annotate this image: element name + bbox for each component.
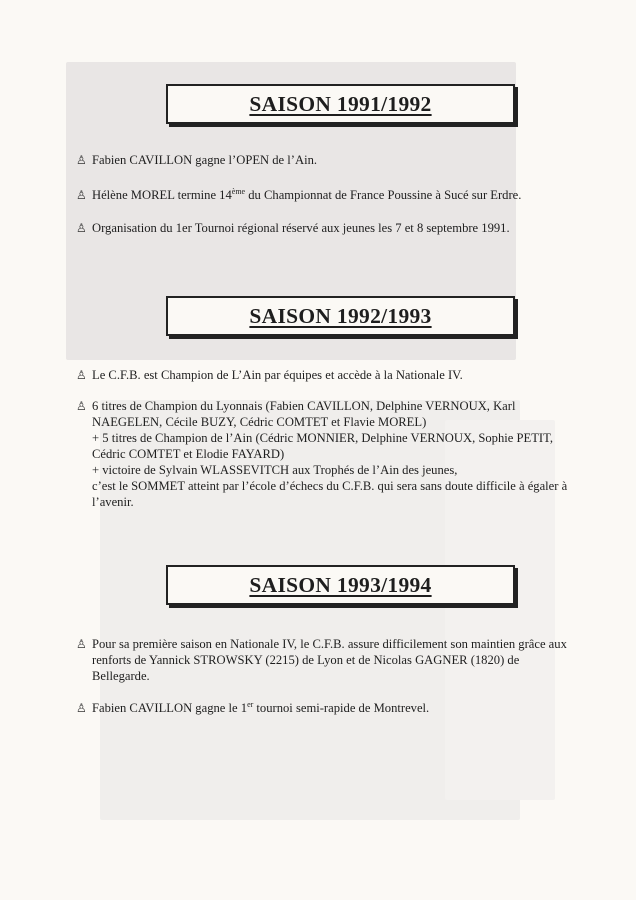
item-text-before: Hélène MOREL termine 14 <box>92 188 232 202</box>
season-item <box>76 152 606 168</box>
pawn-bullet-icon: ♙ <box>76 637 87 651</box>
pawn-bullet-icon: ♙ <box>76 221 87 235</box>
season-title: SAISON 1991/1992 <box>249 91 432 116</box>
season-heading-box <box>166 296 515 336</box>
item-text: Organisation du 1er Tournoi régional réservé aux jeunes les 7 et 8 septembre 1991. <box>92 221 510 235</box>
season-item <box>76 220 606 236</box>
item-text-after: tournoi semi-rapide de Montrevel. <box>253 701 430 715</box>
pawn-bullet-icon: ♙ <box>76 701 87 715</box>
season-item <box>76 398 606 510</box>
season-title: SAISON 1993/1994 <box>249 572 432 597</box>
season-item <box>76 367 606 383</box>
item-text <box>92 700 606 716</box>
item-text: Fabien CAVILLON gagne l’OPEN de l’Ain. <box>92 153 318 167</box>
item-line: c’est le SOMMET atteint par l’école d’échecs du C.F.B. qui sera sans doute difficile à égaler à <box>92 479 568 493</box>
season-item <box>76 636 606 684</box>
season-item <box>76 187 606 203</box>
item-text-before: Fabien CAVILLON gagne le 1 <box>92 701 248 715</box>
pawn-bullet-icon: ♙ <box>76 399 87 413</box>
item-line: Pour sa première saison en Nationale IV, le C.F.B. assure difficilement son maintien grâce aux <box>92 637 567 651</box>
item-text-after: du Championnat de France Poussine à Sucé sur Erdre. <box>245 188 522 202</box>
item-text-superscript: er <box>247 700 254 709</box>
item-line: renforts de Yannick STROWSKY (2215) de Lyon et de Nicolas GAGNER (1820) de <box>92 653 520 667</box>
season-title: SAISON 1992/1993 <box>249 303 432 328</box>
item-line: Bellegarde. <box>92 669 150 683</box>
item-line: + 5 titres de Champion de l’Ain (Cédric MONNIER, Delphine VERNOUX, Sophie PETIT, <box>92 431 553 445</box>
item-line: 6 titres de Champion du Lyonnais (Fabien CAVILLON, Delphine VERNOUX, Karl <box>92 399 516 413</box>
season-heading-box <box>166 565 515 605</box>
item-line: NAEGELEN, Cécile BUZY, Cédric COMTET et Flavie MOREL) <box>92 415 427 429</box>
season-heading-box <box>166 84 515 124</box>
season-item <box>76 700 606 716</box>
item-text-superscript: ème <box>231 187 246 196</box>
item-text <box>92 187 606 203</box>
item-line: Cédric COMTET et Elodie FAYARD) <box>92 447 285 461</box>
pawn-bullet-icon: ♙ <box>76 188 87 202</box>
pawn-bullet-icon: ♙ <box>76 368 87 382</box>
item-line: l’avenir. <box>92 495 134 509</box>
item-line: + victoire de Sylvain WLASSEVITCH aux Trophés de l’Ain des jeunes, <box>92 463 458 477</box>
item-text: Le C.F.B. est Champion de L’Ain par équipes et accède à la Nationale IV. <box>92 368 463 382</box>
pawn-bullet-icon: ♙ <box>76 153 87 167</box>
